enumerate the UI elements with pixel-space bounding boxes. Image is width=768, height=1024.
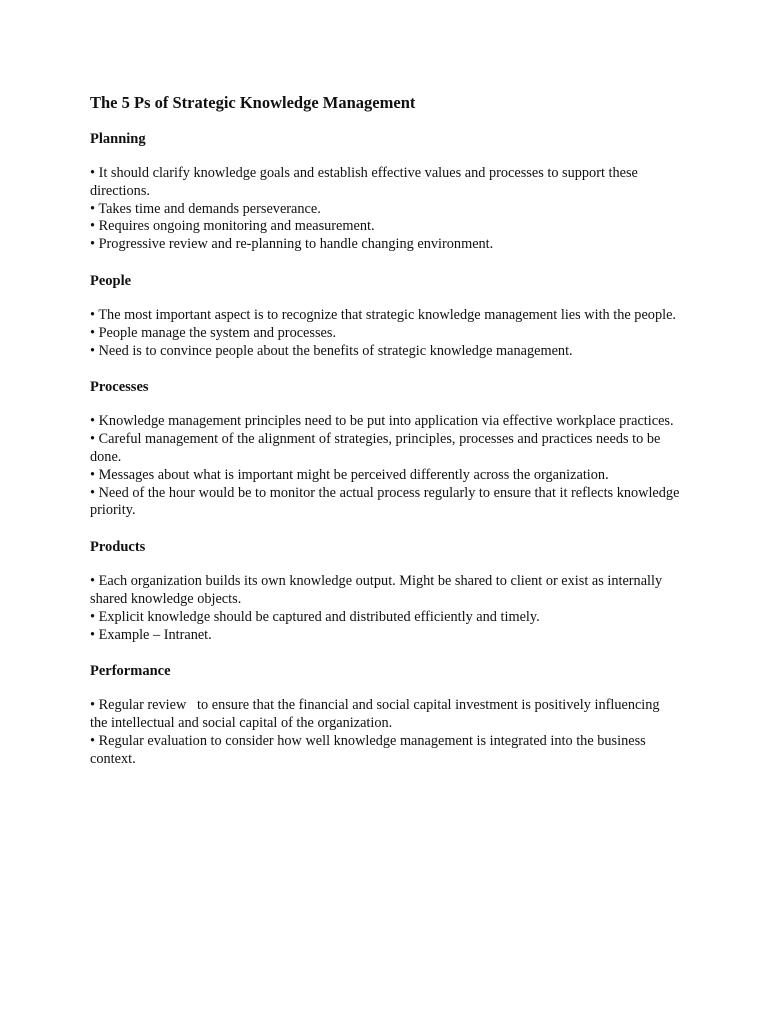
- bullet-item: [90, 627, 680, 645]
- bullet-item: [90, 431, 680, 467]
- bullet-item: [90, 325, 680, 343]
- bullet-item: [90, 733, 680, 769]
- bullet-text: Each organization builds its own knowledge output. Might be shared to client or exist as internally shared knowledge objects.: [90, 573, 663, 607]
- bullet-text: The most important aspect is to recognize that strategic knowledge management lies with the people.: [98, 306, 676, 323]
- bullet-item: [90, 467, 680, 485]
- section-heading-processes: Processes: [90, 379, 149, 396]
- bullet-icon: •: [90, 324, 99, 341]
- bullet-text: Progressive review and re-planning to handle changing environment.: [98, 236, 494, 253]
- bullet-text: It should clarify knowledge goals and establish effective values and processes to support these directions.: [90, 165, 638, 199]
- section-heading-planning: Planning: [90, 131, 146, 147]
- bullet-icon: •: [90, 342, 99, 359]
- section-heading-performance: Performance: [90, 663, 171, 680]
- bullet-icon: •: [90, 466, 99, 483]
- bullet-item: [90, 236, 680, 254]
- bullet-text: Careful management of the alignment of strategies, principles, processes and practices needs to be done.: [90, 431, 661, 465]
- bullet-text: Explicit knowledge should be captured and distributed efficiently and timely.: [98, 608, 540, 625]
- bullet-text: People manage the system and processes.: [98, 324, 337, 341]
- bullet-text: Regular review to ensure that the financial and social capital investment is positively influencing the intellectual and social capital of the organization.: [90, 697, 664, 732]
- bullet-text: Example – Intranet.: [98, 626, 212, 643]
- bullet-icon: •: [90, 413, 99, 430]
- bullet-item: [90, 307, 680, 325]
- bullet-icon: •: [90, 573, 99, 590]
- document-title: The 5 Ps of Strategic Knowledge Management: [90, 93, 416, 112]
- bullet-icon: •: [90, 218, 99, 235]
- bullet-list-people: [90, 307, 680, 360]
- bullet-item: [90, 413, 680, 431]
- bullet-icon: •: [90, 608, 99, 625]
- bullet-text: Regular evaluation to consider how well knowledge management is integrated into the business context.: [90, 732, 646, 767]
- bullet-item: [90, 485, 680, 521]
- bullet-item: [90, 165, 680, 201]
- bullet-icon: •: [90, 306, 99, 323]
- bullet-item: [90, 609, 680, 627]
- bullet-text: Requires ongoing monitoring and measurement.: [98, 218, 375, 235]
- bullet-text: Messages about what is important might be perceived differently across the organization.: [98, 466, 609, 483]
- bullet-text: Need of the hour would be to monitor the actual process regularly to ensure that it reflects knowledge priority.: [90, 484, 680, 519]
- bullet-icon: •: [90, 200, 99, 217]
- bullet-icon: •: [90, 697, 99, 714]
- document-content: [90, 92, 680, 786]
- bullet-icon: •: [90, 236, 99, 253]
- bullet-text: Need is to convince people about the benefits of strategic knowledge management.: [98, 342, 573, 359]
- bullet-item: [90, 201, 680, 219]
- bullet-icon: •: [90, 165, 99, 181]
- bullet-icon: •: [90, 484, 99, 501]
- bullet-list-products: [90, 573, 680, 644]
- bullet-text: Takes time and demands perseverance.: [98, 200, 321, 217]
- bullet-item: [90, 573, 680, 609]
- bullet-icon: •: [90, 626, 99, 643]
- bullet-list-planning: [90, 165, 680, 254]
- bullet-icon: •: [90, 732, 99, 749]
- bullet-item: [90, 697, 680, 733]
- section-heading-products: Products: [90, 539, 146, 556]
- section-heading-people: People: [90, 272, 132, 289]
- bullet-list-processes: [90, 413, 680, 520]
- bullet-icon: •: [90, 431, 99, 448]
- bullet-item: [90, 218, 680, 236]
- bullet-list-performance: [90, 697, 680, 768]
- bullet-text: Knowledge management principles need to be put into application via effective workplace practices.: [98, 413, 674, 430]
- bullet-item: [90, 343, 680, 361]
